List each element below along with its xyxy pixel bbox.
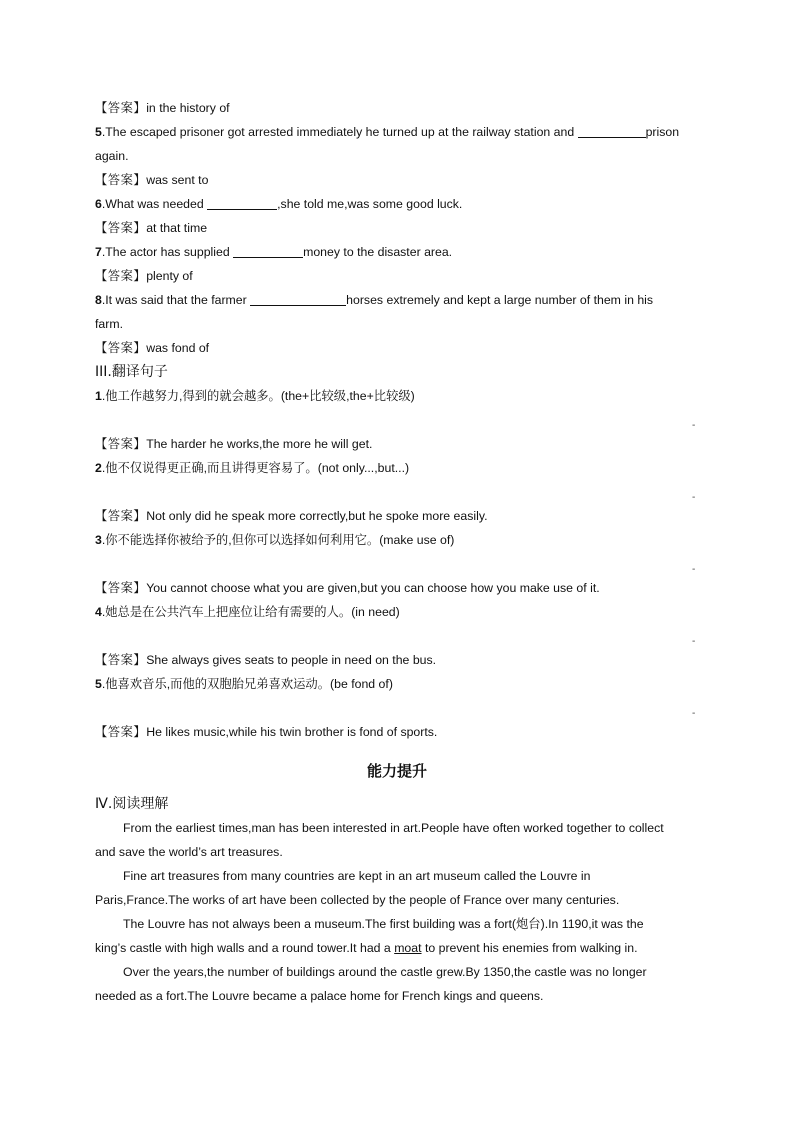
margin-dash: -	[692, 708, 696, 719]
answer-line	[95, 216, 695, 240]
translation-prompt	[95, 528, 695, 552]
margin-dash: -	[692, 492, 696, 503]
question-text-after: ,she told me,was some good luck.	[277, 197, 463, 211]
answer-line	[95, 720, 695, 744]
reading-line: and save the world’s art treasures.	[95, 845, 283, 859]
question-text-after: prison	[645, 125, 680, 139]
answer-text: was sent to	[146, 173, 209, 187]
question-number: 1	[95, 389, 102, 403]
fill-blank[interactable]	[233, 243, 303, 258]
answer-line	[95, 336, 695, 360]
answer-text: plenty of	[146, 269, 193, 283]
translation-prompt	[95, 672, 695, 696]
answer-tag: 【答案】	[95, 653, 147, 667]
fill-blank[interactable]	[207, 195, 277, 210]
answer-tag: 【答案】	[95, 437, 147, 451]
margin-dash: -	[692, 636, 696, 647]
question-text: .The escaped prisoner got arrested immediately he turned up at the railway station and	[101, 125, 578, 139]
answer-text: Not only did he speak more correctly,but he spoke more easily.	[146, 509, 488, 523]
answer-tag: 【答案】	[95, 341, 147, 355]
reading-line: needed as a fort.The Louvre became a palace home for French kings and queens.	[95, 989, 544, 1003]
answer-text: She always gives seats to people in need on the bus.	[146, 653, 437, 667]
question-cont-text: again.	[95, 149, 129, 163]
question-line	[95, 192, 695, 216]
reading-line: The Louvre has not always been a museum.The first building was a fort(炮台).In 1190,it was the	[123, 917, 644, 931]
question-number: 2	[95, 461, 102, 475]
answer-tag: 【答案】	[95, 173, 147, 187]
answer-line	[95, 576, 695, 600]
answer-tag: 【答案】	[95, 269, 147, 283]
translation-prompt	[95, 600, 695, 624]
reading-line: From the earliest times,man has been interested in art.People have often worked together to collect	[123, 821, 664, 835]
answer-line	[95, 168, 695, 192]
answer-tag: 【答案】	[95, 581, 147, 595]
answer-text: was fond of	[146, 341, 210, 355]
prompt-text: .你不能选择你被给予的,但你可以选择如何利用它。(make use of)	[101, 533, 455, 547]
margin-dash: -	[692, 420, 696, 431]
fill-blank[interactable]	[250, 291, 346, 306]
answer-line	[95, 432, 695, 456]
section-title: III.翻译句子	[95, 364, 168, 380]
question-line	[95, 288, 695, 312]
reading-line	[95, 936, 695, 960]
question-line	[95, 120, 695, 144]
answer-tag: 【答案】	[95, 509, 147, 523]
question-number: 7	[95, 245, 102, 259]
question-line	[95, 240, 695, 264]
question-number: 8	[95, 293, 102, 307]
translation-prompt	[95, 384, 695, 408]
answer-text: You cannot choose what you are given,but you can choose how you make use of it.	[146, 581, 600, 595]
reading-line: Fine art treasures from many countries are kept in an art museum called the Louvre in	[123, 869, 591, 883]
prompt-text: .她总是在公共汽车上把座位让给有需要的人。(in need)	[101, 605, 400, 619]
question-text: .The actor has supplied	[101, 245, 234, 259]
answer-text: The harder he works,the more he will get.	[146, 437, 373, 451]
answer-line	[95, 504, 695, 528]
question-number: 5	[95, 125, 102, 139]
ability-title: 能力提升	[366, 762, 427, 780]
answer-line	[95, 264, 695, 288]
prompt-text: .他不仅说得更正确,而且讲得更容易了。(not only...,but...)	[101, 461, 410, 475]
question-text: .It was said that the farmer	[101, 293, 251, 307]
answer-tag: 【答案】	[95, 101, 147, 115]
question-number: 4	[95, 605, 102, 619]
reading-line: Over the years,the number of buildings around the castle grew.By 1350,the castle was no longer	[123, 965, 647, 979]
question-continuation	[95, 144, 695, 168]
reading-text: to prevent his enemies from walking in.	[421, 941, 638, 955]
answer-line	[95, 648, 695, 672]
margin-dash: -	[692, 564, 696, 575]
question-number: 3	[95, 533, 102, 547]
prompt-text: .他喜欢音乐,而他的双胞胎兄弟喜欢运动。(be fond of)	[101, 677, 393, 691]
question-text-after: money to the disaster area.	[303, 245, 453, 259]
answer-line	[95, 96, 695, 120]
question-number: 5	[95, 677, 102, 691]
reading-text: king’s castle with high walls and a round tower.It had a	[95, 941, 395, 955]
fill-blank[interactable]	[578, 123, 646, 138]
reading-line: Paris,France.The works of art have been collected by the people of France over many centuries.	[95, 893, 620, 907]
answer-text: He likes music,while his twin brother is fond of sports.	[146, 725, 438, 739]
question-continuation	[95, 312, 695, 336]
section-title: Ⅳ.阅读理解	[95, 796, 169, 812]
question-text: .What was needed	[101, 197, 208, 211]
question-cont-text: farm.	[95, 317, 124, 331]
answer-tag: 【答案】	[95, 725, 147, 739]
answer-tag: 【答案】	[95, 221, 147, 235]
answer-text: in the history of	[146, 101, 230, 115]
answer-text: at that time	[146, 221, 208, 235]
underlined-word: moat	[394, 941, 422, 955]
prompt-text: .他工作越努力,得到的就会越多。(the+比较级,the+比较级)	[101, 389, 415, 403]
question-text-after: horses extremely and kept a large number of them in his	[346, 293, 654, 307]
translation-prompt	[95, 456, 695, 480]
question-number: 6	[95, 197, 102, 211]
